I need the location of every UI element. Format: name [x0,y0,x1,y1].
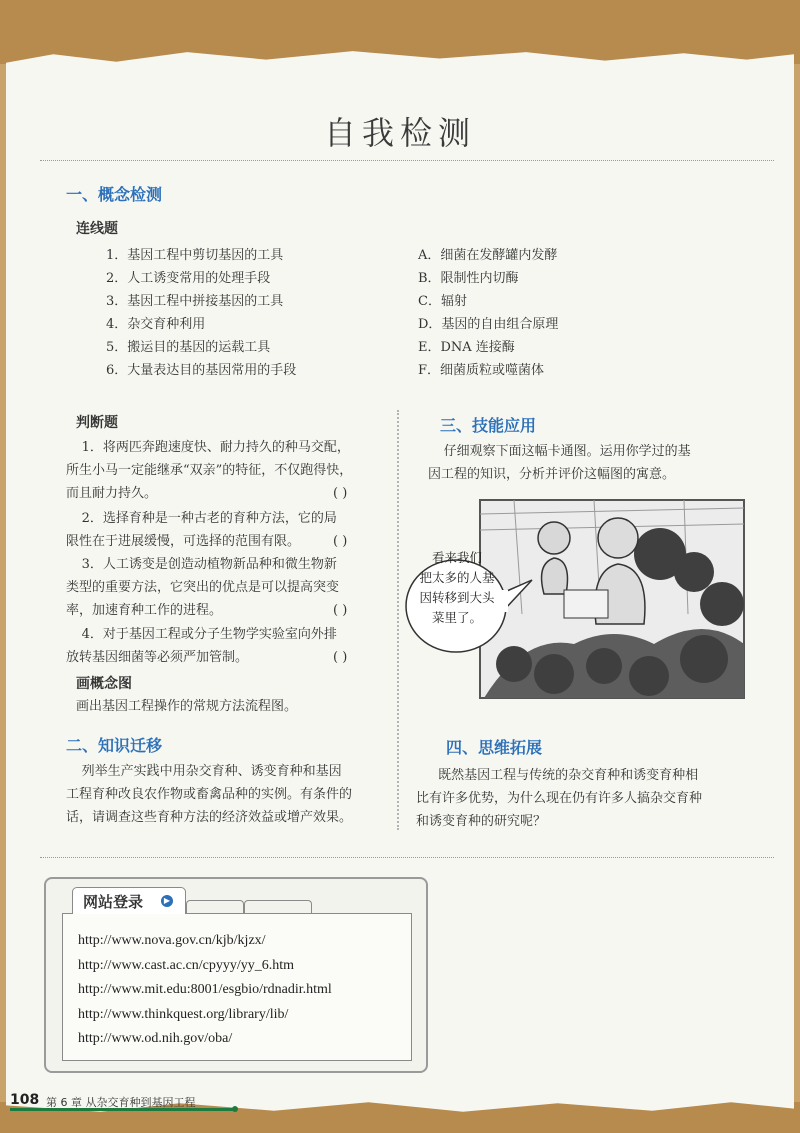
title-divider [40,160,774,161]
section-concept-check-title: 一、概念检测 [66,185,163,204]
body-line: 比有许多优势，为什么现在仍有许多人搞杂交育种 [416,791,703,806]
speech-bubble-text [412,548,502,628]
judgement-item [66,553,376,622]
answer-blank[interactable]: ( ) [333,650,348,665]
website-link[interactable]: http://www.od.nih.gov/oba/ [78,1031,233,1046]
answer-blank[interactable]: ( ) [333,603,348,618]
website-link[interactable]: http://www.mit.edu:8001/esgbio/rdnadir.html [78,982,332,997]
body-line: 仔细观察下面这幅卡通图。运用你学过的基 [443,444,691,459]
judgement-item [66,507,376,553]
judgement-line: 放转基因细菌等必须严加管制。 [66,650,249,665]
column-divider [397,410,399,830]
matching-left-item: 2．人工诱变常用的处理手段 [106,271,271,286]
website-link[interactable]: http://www.nova.gov.cn/kjb/kjzx/ [78,933,266,948]
judgement-item [66,623,376,669]
page-number: 108 [10,1092,40,1108]
judgement-line: 所生小马一定能继承“双亲”的特征，不仅跑得快， [66,463,353,478]
body-line: 和诱变育种的研究呢？ [416,814,547,829]
answer-blank[interactable]: ( ) [333,534,348,549]
matching-left-item: 3．基因工程中拼接基因的工具 [106,294,284,309]
matching-left-item: 6．大量表达目的基因常用的手段 [106,363,297,378]
matching-right-item: F．细菌质粒或噬菌体 [418,363,545,378]
section-thinking-extension-body [416,764,766,833]
matching-right-item: E．DNA 连接酶 [418,340,515,355]
judgement-line: 3．人工诱变是创造动植物新品种和微生物新 [81,557,337,572]
page-title: 自我检测 [323,114,476,152]
body-line: 列举生产实践中用杂交育种、诱变育种和基因 [81,764,342,779]
concept-map-heading: 画概念图 [76,676,132,692]
matching-left-list [106,244,406,382]
body-line: 工程育种改良农作物或畜禽品种的实例。有条件的 [66,787,353,802]
section-skill-application-body [428,440,768,486]
website-tab-blank [186,900,244,914]
footer-rule-dot [232,1106,238,1112]
concept-map-text: 画出基因工程操作的常规方法流程图。 [76,699,298,714]
matching-right-list [418,244,758,382]
speech-line: 菜里了。 [431,610,482,625]
matching-right-item: B．限制性内切酶 [418,271,519,286]
section-knowledge-transfer-body [66,760,381,829]
body-line: 既然基因工程与传统的杂交育种和诱变育种相 [438,768,699,783]
matching-left-item: 5．搬运目的基因的运载工具 [106,340,271,355]
judgement-line: 而且耐力持久。 [66,486,158,501]
website-link[interactable]: http://www.cast.ac.cn/cpyyy/yy_6.htm [78,957,295,973]
clipboard [564,590,608,618]
judgement-line: 限性在于进展缓慢，可选择的范围有限。 [66,534,301,549]
section-skill-application-title: 三、技能应用 [440,416,537,435]
section-thinking-extension-title: 四、思维拓展 [446,738,543,757]
matching-heading: 连线题 [76,221,118,237]
arrow-right-icon: ▶ [161,895,173,907]
matching-left-item: 1．基因工程中剪切基因的工具 [106,248,284,263]
chapter-label: 第 6 章 从杂交育种到基因工程 [46,1096,196,1109]
judgement-line: 4．对于基因工程或分子生物学实验室向外排 [81,627,337,642]
judgement-line: 类型的重要方法，它突出的优点是可以提高突变 [66,580,340,595]
judgement-item [66,436,376,505]
bottom-divider [40,857,774,858]
matching-right-item: A．细菌在发酵罐内发酵 [418,248,558,263]
website-tab-blank [244,900,312,914]
speech-line: 把太多的人基 [419,570,495,585]
website-label: 网站登录 [83,893,144,911]
body-line: 因工程的知识，分析并评价这幅图的寓意。 [428,467,676,482]
speech-line: 因转移到大头 [419,590,495,605]
speech-line: 看来我们 [431,550,482,565]
matching-right-item: D．基因的自由组合原理 [418,317,559,332]
website-tab[interactable] [72,887,186,914]
website-url-list [78,929,408,1052]
judgement-line: 率，加速育种工作的进程。 [66,603,223,618]
body-line: 话，请调查这些育种方法的经济效益或增产效果。 [66,810,353,825]
judgement-line: 2．选择育种是一种古老的育种方法，它的局 [81,511,337,526]
section-knowledge-transfer-title: 二、知识迁移 [66,736,163,755]
matching-left-item: 4．杂交育种利用 [106,317,206,332]
answer-blank[interactable]: ( ) [333,486,348,501]
judgement-line: 1．将两匹奔跑速度快、耐力持久的种马交配， [81,440,350,455]
judgement-heading: 判断题 [76,415,118,431]
website-link[interactable]: http://www.thinkquest.org/library/lib/ [78,1006,289,1022]
matching-right-item: C．辐射 [418,294,467,309]
